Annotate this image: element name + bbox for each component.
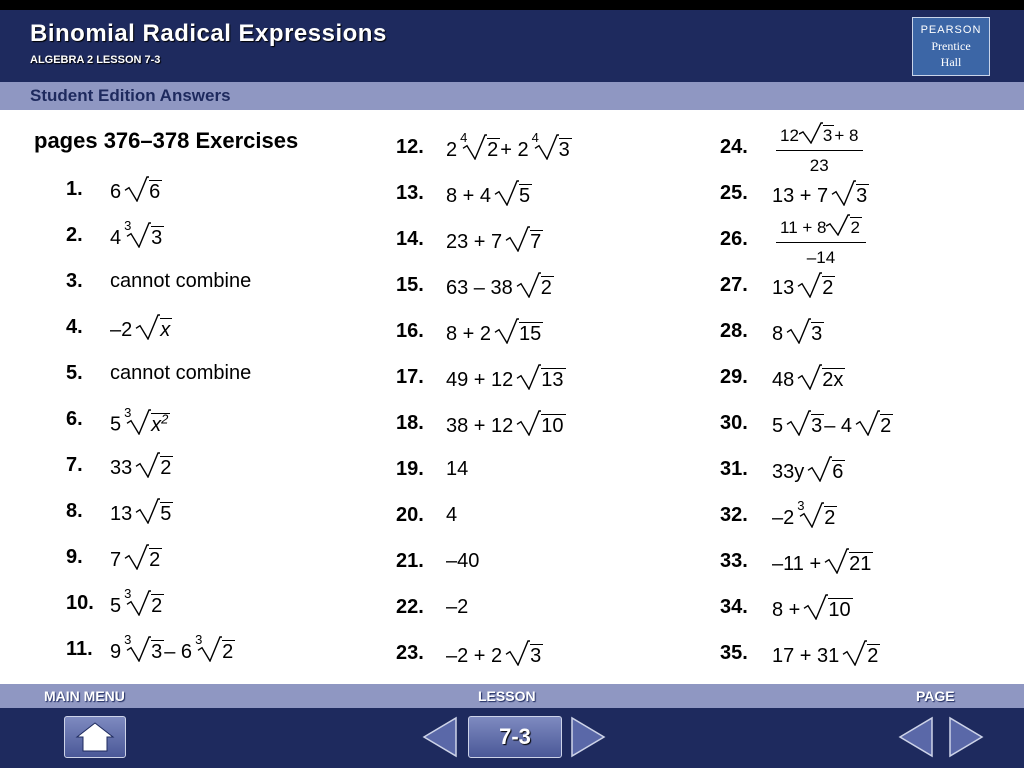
answer-expression bbox=[446, 410, 566, 439]
fraction-numerator bbox=[776, 214, 866, 243]
answer-coefficient: 2 bbox=[446, 139, 458, 161]
answer-coefficient: –2 bbox=[772, 507, 795, 529]
radical-sign-icon bbox=[457, 130, 487, 160]
page-label: PAGE bbox=[916, 688, 955, 704]
answer-expression bbox=[446, 502, 457, 528]
answer-text: 14 bbox=[446, 458, 469, 480]
answer-text: –40 bbox=[446, 550, 480, 572]
radical-index: 3 bbox=[124, 218, 132, 233]
radical-sign-icon bbox=[502, 640, 530, 666]
answer-expression bbox=[772, 272, 835, 301]
answer-number: 19. bbox=[396, 458, 424, 480]
radicand: 13 bbox=[541, 369, 564, 391]
answer-expression bbox=[110, 452, 173, 481]
answer-expression bbox=[446, 318, 543, 347]
lesson-previous-arrow-icon[interactable] bbox=[420, 714, 460, 760]
radicand: 6 bbox=[832, 461, 844, 483]
answer-text: cannot combine bbox=[110, 362, 252, 384]
answer-expression bbox=[446, 594, 468, 620]
answer-expression bbox=[772, 318, 824, 347]
radical-sign-icon bbox=[839, 640, 867, 666]
answer-expression bbox=[110, 314, 172, 343]
answer-coefficient: 63 – 38 bbox=[446, 277, 513, 299]
page-title: Binomial Radical Expressions bbox=[30, 20, 387, 47]
radical-sign-icon bbox=[121, 176, 149, 202]
radical-index: 4 bbox=[531, 130, 539, 145]
fraction-denominator: –14 bbox=[806, 248, 836, 267]
answer-number: 1. bbox=[66, 178, 83, 200]
answer-coefficient: 33y bbox=[772, 461, 805, 483]
answer-expression bbox=[446, 130, 572, 163]
radical-index: 3 bbox=[124, 586, 132, 601]
answer-number: 13. bbox=[396, 182, 424, 204]
answer-coefficient: 13 bbox=[110, 503, 133, 525]
radical-sign-icon bbox=[794, 272, 822, 298]
answer-number: 5. bbox=[66, 362, 83, 384]
answer-expression bbox=[110, 360, 251, 386]
answer-expression bbox=[446, 226, 543, 255]
answer-expression bbox=[772, 180, 869, 209]
answer-coefficient: –2 + 2 bbox=[446, 645, 503, 667]
radical-index: 3 bbox=[124, 404, 132, 420]
answer-coefficient: 6 bbox=[110, 181, 122, 203]
radical-sign-icon bbox=[121, 586, 151, 616]
radicand: 2 bbox=[222, 641, 234, 663]
radicand: 10 bbox=[541, 415, 564, 437]
answer-number: 34. bbox=[720, 596, 748, 618]
radicand: 10 bbox=[828, 599, 851, 621]
answer-number: 22. bbox=[396, 596, 424, 618]
radical-sign-icon bbox=[121, 404, 151, 435]
radical-sign-icon bbox=[794, 364, 822, 390]
top-black-bar bbox=[0, 0, 1024, 10]
answer-expression bbox=[772, 498, 837, 531]
answer-number: 29. bbox=[720, 366, 748, 388]
fraction-numerator bbox=[776, 122, 863, 151]
answer-expression bbox=[110, 406, 170, 438]
answer-number: 33. bbox=[720, 550, 748, 572]
radical-sign-icon bbox=[121, 544, 149, 570]
answer-expression bbox=[446, 640, 543, 669]
answer-operator: – 6 bbox=[164, 641, 193, 663]
answer-coefficient: 13 + 7 bbox=[772, 185, 829, 207]
answer-operator: – 4 bbox=[824, 415, 853, 437]
answer-number: 35. bbox=[720, 642, 748, 664]
radical-sign-icon bbox=[132, 498, 160, 524]
answer-expression bbox=[110, 176, 162, 205]
answer-text: 4 bbox=[446, 504, 458, 526]
answer-expression bbox=[772, 456, 845, 485]
answer-coefficient: 38 + 12 bbox=[446, 415, 514, 437]
answer-expression bbox=[446, 456, 468, 482]
footer-nav bbox=[0, 708, 1024, 768]
radicand: 3 bbox=[151, 641, 163, 663]
answer-number: 21. bbox=[396, 550, 424, 572]
answer-expression bbox=[110, 544, 162, 573]
answer-coefficient: 7 bbox=[110, 549, 122, 571]
radical-sign-icon bbox=[513, 410, 541, 436]
answer-coefficient: 8 + 2 bbox=[446, 323, 492, 345]
footer-labels bbox=[0, 684, 1024, 708]
radicand: 2 bbox=[867, 645, 879, 667]
lesson-label: LESSON bbox=[478, 688, 536, 704]
answer-coefficient: –11 + bbox=[772, 553, 822, 575]
radical-sign-icon bbox=[828, 180, 856, 206]
radicand: x bbox=[160, 319, 171, 341]
answer-number: 4. bbox=[66, 316, 83, 338]
exponent: 2 bbox=[161, 411, 169, 426]
answer-number: 24. bbox=[720, 136, 748, 158]
radicand: 3 bbox=[558, 139, 570, 161]
radicand: 2 bbox=[822, 277, 834, 299]
radical-sign-icon bbox=[513, 272, 541, 298]
answer-number: 25. bbox=[720, 182, 748, 204]
radical-sign-icon bbox=[132, 452, 160, 478]
answer-number: 28. bbox=[720, 320, 748, 342]
pearson-logo bbox=[912, 17, 990, 76]
main-menu-button[interactable] bbox=[64, 716, 126, 758]
answer-expression bbox=[446, 272, 554, 301]
answer-coefficient: 8 bbox=[772, 323, 784, 345]
main-menu-label: MAIN MENU bbox=[44, 688, 125, 704]
answer-expression bbox=[446, 364, 566, 393]
radicand: 2 bbox=[151, 595, 163, 617]
answer-coefficient: 5 bbox=[772, 415, 784, 437]
radical-sign-icon bbox=[513, 364, 541, 390]
radicand: 2 bbox=[880, 415, 892, 437]
answer-number: 3. bbox=[66, 270, 83, 292]
radicand: 3 bbox=[811, 323, 823, 345]
radicand: 2 bbox=[160, 457, 172, 479]
answer-number: 14. bbox=[396, 228, 424, 250]
numerator-coefficient: 12 bbox=[780, 126, 799, 145]
radicand: 3 bbox=[530, 645, 542, 667]
answer-expression bbox=[772, 594, 853, 623]
radicand: 2x bbox=[822, 369, 844, 391]
logo-line2: Prentice bbox=[931, 39, 971, 53]
answer-expression bbox=[446, 548, 479, 574]
answer-number: 11. bbox=[66, 638, 93, 660]
header bbox=[0, 10, 1024, 82]
section-band bbox=[0, 82, 1024, 110]
answer-fraction bbox=[776, 122, 863, 179]
answer-number: 27. bbox=[720, 274, 748, 296]
lesson-next-arrow-icon[interactable] bbox=[568, 714, 608, 760]
radical-sign-icon bbox=[783, 410, 811, 436]
answer-text: cannot combine bbox=[110, 270, 252, 292]
answer-expression bbox=[110, 218, 164, 251]
radicand: 2 bbox=[850, 218, 860, 237]
answer-coefficient: 13 bbox=[772, 277, 795, 299]
answer-number: 7. bbox=[66, 454, 83, 476]
radical-sign-icon bbox=[502, 226, 530, 252]
answer-coefficient: 17 + 31 bbox=[772, 645, 840, 667]
radical-sign-icon bbox=[799, 122, 823, 144]
radicand: $x^2$ bbox=[151, 411, 169, 436]
radical-index: 3 bbox=[195, 632, 203, 647]
exercises-heading: pages 376–378 Exercises bbox=[34, 128, 299, 153]
answer-number: 10. bbox=[66, 592, 94, 614]
fraction-denominator: 23 bbox=[809, 156, 829, 175]
radical-sign-icon bbox=[121, 218, 151, 248]
answer-expression bbox=[110, 498, 173, 527]
radicand: 3 bbox=[811, 415, 823, 437]
answer-expression bbox=[772, 640, 880, 669]
answer-coefficient: 33 bbox=[110, 457, 133, 479]
answer-number: 26. bbox=[720, 228, 748, 250]
radicand: 5 bbox=[519, 185, 531, 207]
answer-coefficient: 48 bbox=[772, 369, 795, 391]
answer-operator: + 2 bbox=[500, 139, 529, 161]
answer-number: 20. bbox=[396, 504, 424, 526]
answer-number: 16. bbox=[396, 320, 424, 342]
radical-sign-icon bbox=[794, 498, 824, 528]
radicand: 2 bbox=[487, 139, 499, 161]
answer-expression bbox=[772, 548, 873, 577]
answer-coefficient: 8 + bbox=[772, 599, 801, 621]
radicand: 6 bbox=[149, 181, 161, 203]
radical-sign-icon bbox=[491, 318, 519, 344]
answer-coefficient: 9 bbox=[110, 641, 122, 663]
radical-index: 3 bbox=[124, 632, 132, 647]
answer-number: 8. bbox=[66, 500, 83, 522]
numerator-term: + 8 bbox=[834, 126, 859, 145]
radicand: 21 bbox=[849, 553, 872, 575]
section-title: Student Edition Answers bbox=[30, 86, 231, 105]
radical-sign-icon bbox=[529, 130, 559, 160]
answer-expression bbox=[772, 364, 845, 393]
radical-sign-icon bbox=[821, 548, 849, 574]
radical-sign-icon bbox=[783, 318, 811, 344]
answer-number: 12. bbox=[396, 136, 424, 158]
answer-number: 15. bbox=[396, 274, 424, 296]
radicand: 2 bbox=[149, 549, 161, 571]
radical-sign-icon bbox=[491, 180, 519, 206]
radicand: 15 bbox=[519, 323, 542, 345]
answer-coefficient: 5 bbox=[110, 595, 122, 617]
radical-index: 3 bbox=[797, 498, 805, 513]
answer-number: 6. bbox=[66, 408, 83, 430]
radical-sign-icon bbox=[826, 214, 850, 236]
answer-expression bbox=[110, 632, 235, 665]
answer-fraction bbox=[776, 214, 866, 271]
home-icon bbox=[65, 717, 125, 757]
numerator-coefficient: 11 + 8 bbox=[780, 218, 827, 237]
answer-number: 23. bbox=[396, 642, 424, 664]
answer-text: –2 bbox=[446, 596, 469, 618]
answer-expression bbox=[446, 180, 532, 209]
answer-number: 32. bbox=[720, 504, 748, 526]
answer-expression bbox=[110, 268, 251, 294]
answer-expression bbox=[772, 410, 893, 439]
page-next-arrow-icon[interactable] bbox=[946, 714, 986, 760]
logo-line1: PEARSON bbox=[920, 24, 982, 36]
page-previous-arrow-icon[interactable] bbox=[896, 714, 936, 760]
answer-number: 2. bbox=[66, 224, 83, 246]
answer-number: 9. bbox=[66, 546, 83, 568]
radicand: 3 bbox=[822, 126, 833, 145]
radical-sign-icon bbox=[800, 594, 828, 620]
answers-content bbox=[0, 110, 1024, 684]
answer-expression bbox=[110, 586, 164, 619]
radicand: 7 bbox=[530, 231, 542, 253]
logo-line3: Hall bbox=[940, 55, 962, 69]
answer-coefficient: 23 + 7 bbox=[446, 231, 503, 253]
lesson-subtitle: ALGEBRA 2 LESSON 7-3 bbox=[30, 54, 161, 66]
radicand: 2 bbox=[540, 277, 552, 299]
radicand: 2 bbox=[824, 507, 836, 529]
answer-coefficient: 4 bbox=[110, 227, 122, 249]
radical-sign-icon bbox=[132, 314, 160, 340]
answer-coefficient: –2 bbox=[110, 319, 133, 341]
answer-coefficient: 8 + 4 bbox=[446, 185, 492, 207]
answer-number: 17. bbox=[396, 366, 424, 388]
lesson-number-button[interactable]: 7-3 bbox=[468, 716, 562, 758]
radicand: 5 bbox=[160, 503, 172, 525]
radical-sign-icon bbox=[852, 410, 880, 436]
radicand: 3 bbox=[151, 227, 163, 249]
radical-sign-icon bbox=[804, 456, 832, 482]
radical-sign-icon bbox=[121, 632, 151, 662]
answer-coefficient: 5 bbox=[110, 413, 122, 436]
radical-sign-icon bbox=[192, 632, 222, 662]
radical-index: 4 bbox=[460, 130, 468, 145]
answer-coefficient: 49 + 12 bbox=[446, 369, 514, 391]
answer-number: 31. bbox=[720, 458, 748, 480]
radicand: 3 bbox=[856, 185, 868, 207]
answer-number: 30. bbox=[720, 412, 748, 434]
answer-number: 18. bbox=[396, 412, 424, 434]
